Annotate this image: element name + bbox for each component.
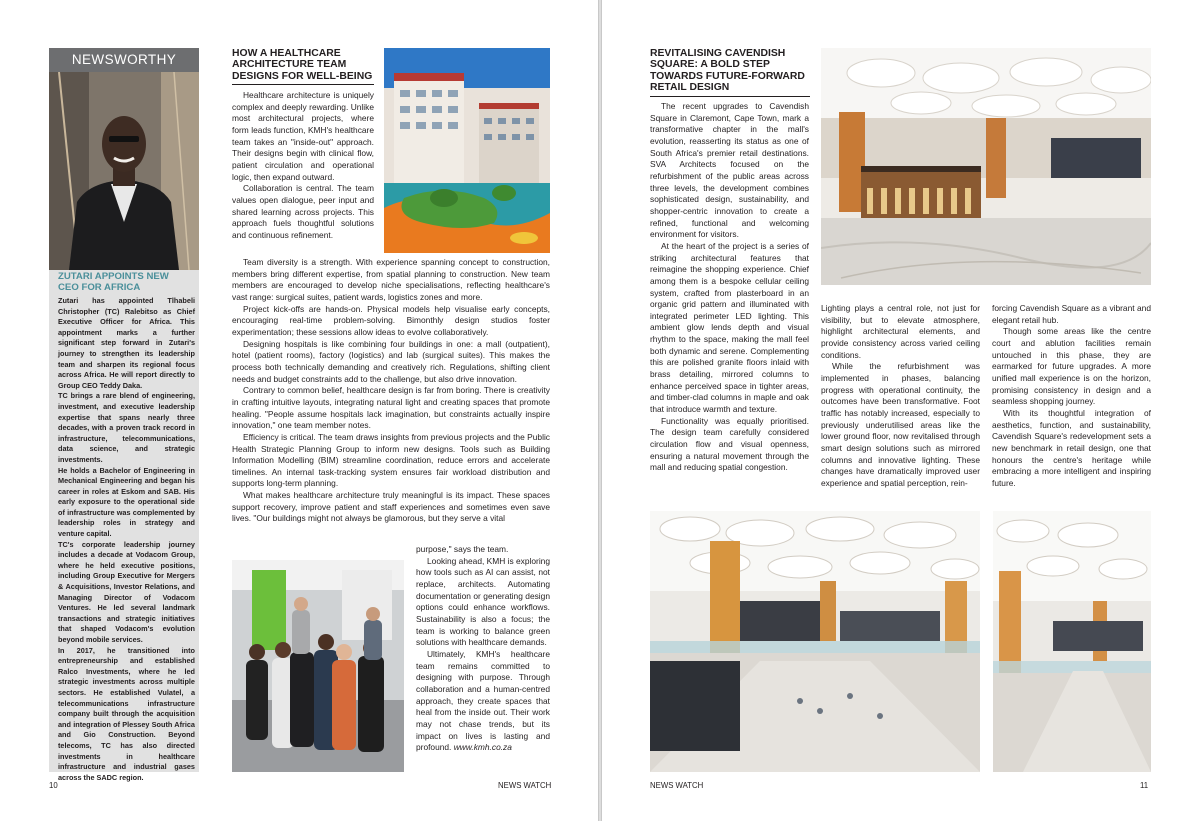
kmh-paragraph: Designing hospitals is like combining four buildings in one: a mall (outpatient), hotel (patient rooms), factory (logistics) and lab (surgical suites). This makes the process both technically demanding and creatively rich. Regulations, shifting client needs and budget constraints add to the challenge, but also drive innovation. xyxy=(232,338,550,384)
sidebar-paragraph: He holds a Bachelor of Engineering in Mechanical Engineering and began his career in roles at Eskom and SAB. His early exposure to the operational side of infrastructure was complemented by leadership roles in strategy and venture capital. xyxy=(58,465,195,539)
newsworthy-sidebar xyxy=(49,48,199,782)
kmh-paragraph: What makes healthcare architecture truly meaningful is its impact. These spaces support recovery, improve patient and staff experiences and sometimes even save lives. "Our buildings might not always be glamorous, but they serve a vital xyxy=(232,490,550,524)
right-page xyxy=(602,0,1200,821)
cavendish-paragraph: With its thoughtful integration of aesthetics, function, and sustainability, Cavendish Square's redevelopment sets a new benchmark in retail design, one that honours the centre's heritage while embracing a more intelligent and inspiring future. xyxy=(992,407,1151,488)
kmh-paragraph: Looking ahead, KMH is exploring how tools such as AI can assist, not replace, architects. Automating documentation or generating design options could enhance workflows. Sustainability is also a focus; the team is working to balance green solutions with healthcare demands. xyxy=(416,555,550,648)
kmh-closing-text: Ultimately, KMH's healthcare team remains committed to designing with purpose. Through collaboration and a human-centred approach, they create spaces that heal from the inside out. Their work may not chase trends, but its impact on lives is lasting and profound. xyxy=(416,648,550,753)
sidebar-paragraph: TC brings a rare blend of engineering, investment, and executive leadership expertise that spans nearly three decades, with a proven track record in infrastructure, telecommunications, data science, and strategic investments. xyxy=(58,391,195,464)
sidebar-headline: ZUTARI APPOINTS NEW CEO FOR AFRICA xyxy=(58,271,169,293)
cavendish-paragraph: The recent upgrades to Cavendish Square in Claremont, Cape Town, mark a transformative chapter in the mall's evolution, reasserting its status as one of South Africa's premier retail destinations. SVA Architects focused on the refurbishment of the public areas across three levels, the development combines sophisticated design, sustainability, and shopper-centric innovation to create a refined, functional and welcoming environment for visitors. xyxy=(650,101,809,240)
kmh-paragraph: Collaboration is central. The team values open dialogue, peer input and shared learning across projects. This approach fuels thoughtful solutions and continuous refinement. xyxy=(232,183,374,240)
kmh-paragraph: Project kick-offs are hands-on. Physical models help visualise early concepts, encouraging real-time problem-solving. Bimonthly design studios foster experimentation; these sessions allow ideas to evolve collaboratively. xyxy=(232,303,550,337)
left-page-number: 10 xyxy=(49,781,58,790)
sidebar-paragraph: TC's corporate leadership journey includes a decade at Vodacom Group, where he held executive positions, including Group Executive for Mergers & Acquisitions, Investor Relations, and Managing Director of Vodacom Ventures. He led several landmark transactions and strategic initiatives that shaped Vodacom's evolution beyond mobile services. xyxy=(58,539,195,644)
cavendish-column-2 xyxy=(821,303,980,490)
cavendish-headline: REVITALISING CAVENDISH SQUARE: A BOLD STEP TOWARDS FUTURE-FORWARD RETAIL DESIGN xyxy=(650,48,805,94)
cavendish-paragraph: At the heart of the project is a series of striking architectural features that reimagine the shopping experience. Chief among them is a bespoke cellular ceiling system, crafted from plasterboard in an organic grid pattern and illuminated with integrated perimeter LED lighting. This ambient glow lends depth and visual rhythm to the space, making the mall feel both dynamic and serene. Complementing this are polished granite floors inlaid with brass detailing, mirrored columns to enhance perceived space in tighter areas, and timber-clad columns in maple and oak that introduce warmth and texture. xyxy=(650,240,809,415)
cavendish-paragraph: Lighting plays a central role, not just for visibility, but to elevate atmosphere, highlight architectural elements, and provide consistency across varied ceiling conditions. xyxy=(821,303,980,360)
headline-rule xyxy=(650,96,810,97)
mall-atrium-photo xyxy=(650,511,980,772)
sidebar-paragraph: In 2017, he transitioned into entrepreneurship and established Ralco Investments, where he led strategic investments across multiple sectors. He established Vulatel, a telecommunications infrastructure company built through the acquisition and integration of Plessey South Africa and Gio Construction. Beyond telecoms, TC has also directed investments in healthcare infrastructure and industrial gases across the SADC region. xyxy=(58,645,195,782)
mall-cafe-photo xyxy=(821,48,1151,285)
right-running-title: NEWS WATCH xyxy=(650,781,704,790)
cavendish-paragraph: Though some areas like the centre court and ablution facilities remain untouched in this phase, they are earmarked for future upgrades. A more unified mall experience is on the horizon, promising consistency in design and a seamless shopping journey. xyxy=(992,326,1151,407)
cavendish-paragraph: Functionality was equally prioritised. The design team carefully considered circulation flow and visual openness, ensuring a natural movement through the mall and reducing spatial congestion. xyxy=(650,415,809,473)
kmh-team-photo xyxy=(232,560,404,772)
kmh-column-text xyxy=(232,90,374,242)
mall-corridor-photo xyxy=(993,511,1151,772)
kmh-narrow-text xyxy=(416,544,550,754)
kmh-paragraph: Team diversity is a strength. With experience spanning concept to construction, members bring different expertise, from spatial planning to construction. New team members are encouraged to develop niche specialisations, reflecting healthcare's vast range: surgical suites, patient wards, logistics zones and more. xyxy=(232,257,550,302)
kmh-paragraph: Healthcare architecture is uniquely complex and deeply rewarding. Unlike most architectural projects, where form leads function, KMH's healthcare team takes an "inside-out" approach. Their designs begin with clinical flow, patient circulation and operational logic, then expand outward. xyxy=(232,90,374,182)
headline-rule xyxy=(232,84,374,85)
cavendish-column-3 xyxy=(992,303,1151,490)
hospital-garden-photo xyxy=(384,48,550,253)
newsworthy-label: NEWSWORTHY xyxy=(49,48,199,72)
left-page xyxy=(0,0,598,821)
kmh-paragraph: Contrary to common belief, healthcare design is far from boring. There is creativity in crafting intuitive layouts, integrating natural light and creating spaces that promote healing. "People assume hospitals lack imagination, but constraints actually inspire innovation," one team member notes. xyxy=(232,385,550,431)
cavendish-paragraph: While the refurbishment was implemented in phases, balancing progress with operational continuity, the outcomes have been transformative. Foot traffic has notably increased, especially to previously underutilised areas like the lower ground floor, now revitalised through smart design solutions such as mirrored columns and innovative lighting. These changes have dramatically improved user experience and spatial perception, rein- xyxy=(821,361,980,488)
kmh-website-link[interactable]: www.kmh.co.za xyxy=(453,742,512,753)
sidebar-paragraph: Zutari has appointed Tlhabeli Christopher (TC) Ralebitso as Chief Executive Officer for Africa. This appointment marks a further significant step forward in Zutari's journey to strengthen its leadership team and sharpen its regional focus across Africa. He will report directly to Group CEO Teddy Daka. xyxy=(58,296,195,390)
kmh-paragraph xyxy=(416,649,550,754)
kmh-paragraph: purpose," says the team. xyxy=(416,544,509,554)
kmh-wide-text xyxy=(232,257,550,525)
cavendish-paragraph: forcing Cavendish Square as a vibrant and elegant retail hub. xyxy=(992,303,1151,325)
kmh-headline: HOW A HEALTHCARE ARCHITECTURE TEAM DESIGNS FOR WELL-BEING xyxy=(232,48,373,82)
cavendish-column-1 xyxy=(650,101,809,474)
sidebar-body xyxy=(58,296,195,783)
kmh-paragraph: Efficiency is critical. The team draws insights from previous projects and the Public Health Strategic Planning Group to inform new designs. Tools such as Building Information Modelling (BIM) streamline coordination, reduce errors and accelerate timelines. An internal task-tracking system ensures fair workload distribution and supports long-term planning. xyxy=(232,431,550,489)
ceo-portrait xyxy=(49,72,199,270)
left-running-title: NEWS WATCH xyxy=(498,781,552,790)
right-page-number: 11 xyxy=(1140,781,1149,790)
